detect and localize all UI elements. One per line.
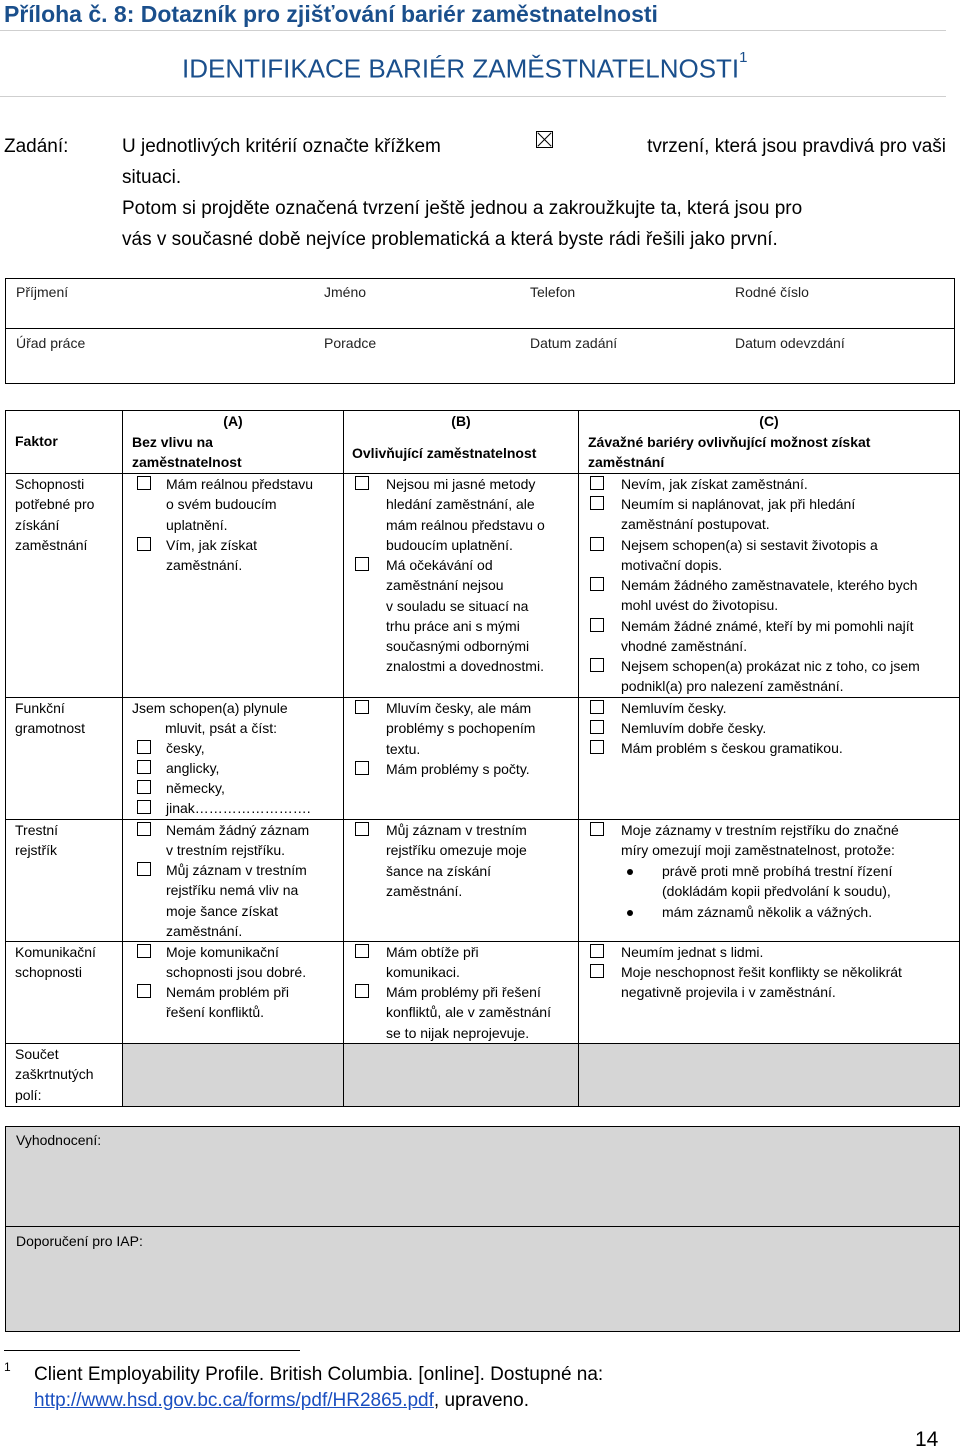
checkbox-item[interactable]: Nemám žádný záznam v trestním rejstříku. [137, 820, 337, 861]
col-b-title: Ovlivňující zaměstnatelnost [352, 445, 537, 461]
checkbox-icon[interactable] [590, 537, 604, 551]
recommendation-label: Doporučení pro IAP: [16, 1233, 143, 1249]
checkbox-item[interactable]: Mám problémy při řešení konfliktů, ale v zaměstnání se to nijak neprojevuje. [355, 982, 575, 1043]
checkbox-item[interactable]: Mám obtíže při komunikaci. [355, 942, 575, 983]
checkbox-icon[interactable] [137, 862, 151, 876]
checkbox-item[interactable]: Můj záznam v trestním rejstříku omezuje moje šance na získání zaměstnání. [355, 820, 575, 901]
page-number: 14 [915, 1428, 939, 1451]
assignment-date-field[interactable]: Datum zadání [530, 335, 618, 351]
col-a-letter: (A) [223, 413, 243, 429]
checkbox-icon[interactable] [590, 476, 604, 490]
checkbox-item[interactable]: Má očekávání od zaměstnání nejsou v souladu se situací na trhu práce ani s mými současnými odbornými znalostmi a dovednostmi. [355, 555, 575, 677]
footnote-divider [4, 1350, 300, 1351]
checkbox-item[interactable]: Nemluvím dobře česky. [590, 718, 955, 738]
checkbox-item[interactable]: Neumím si naplánovat, jak při hledání zaměstnání postupovat. [590, 494, 955, 535]
checkbox-item[interactable]: anglicky, [137, 758, 337, 778]
checkbox-icon[interactable] [590, 700, 604, 714]
identification-box [5, 278, 955, 384]
divider [0, 30, 946, 31]
factor-criminal-record: Trestní rejstřík [15, 822, 59, 859]
task-label: Zadání: [4, 136, 69, 157]
advisor-field[interactable]: Poradce [324, 335, 377, 351]
factor-communication: Komunikační schopnosti [15, 944, 96, 981]
checkbox-icon[interactable] [355, 700, 369, 714]
checkbox-icon[interactable] [137, 476, 151, 490]
checkbox-item[interactable]: Neumím jednat s lidmi. [590, 942, 955, 962]
checkbox-icon[interactable] [590, 618, 604, 632]
factor-header: Faktor [15, 433, 58, 449]
checkbox-item[interactable]: Moje komunikační schopnosti jsou dobré. [137, 942, 337, 983]
labour-office-field[interactable]: Úřad práce [16, 335, 86, 351]
sum-c-cell[interactable] [578, 1043, 960, 1107]
checkbox-item[interactable]: Vím, jak získat zaměstnání. [137, 535, 337, 576]
factor-skills: Schopnosti potřebné pro získání zaměstnání [15, 476, 95, 553]
recommendation-box[interactable] [5, 1226, 960, 1332]
page-title: Příloha č. 8: Dotazník pro zjišťování bariér zaměstnatelnosti [4, 1, 658, 27]
checkbox-item[interactable]: německy, [137, 778, 337, 798]
checkbox-icon[interactable] [590, 964, 604, 978]
checkbox-icon[interactable] [355, 984, 369, 998]
submission-date-field[interactable]: Datum odevzdání [735, 335, 845, 351]
bullet-icon [627, 869, 633, 875]
divider [0, 96, 946, 97]
checkbox-item[interactable]: Nemluvím česky. [590, 698, 955, 718]
bullet-item: mám záznamů několik a vážných. [662, 904, 873, 920]
checkbox-icon[interactable] [137, 740, 151, 754]
checkbox-icon[interactable] [590, 944, 604, 958]
footnote: $^1$ Client Employability Profile. British Columbia. [online]. Dostupné na: http://www.hsd.gov.bc.ca/forms/pdf/HR2865.pdf, upraveno. [4, 1360, 604, 1411]
checkbox-icon[interactable] [590, 577, 604, 591]
section-heading: IDENTIFIKACE BARIÉR ZAMĚSTNATELNOSTI$^1$ [182, 49, 748, 84]
surname-field[interactable]: Příjmení [16, 284, 69, 300]
checkbox-item[interactable]: Moje záznamy v trestním rejstříku do značné míry omezují moji zaměstnatelnost, protože: [590, 820, 955, 861]
checkbox-icon[interactable] [590, 740, 604, 754]
name-field[interactable]: Jméno [324, 284, 367, 300]
checkbox-item[interactable]: Moje neschopnost řešit konflikty se několikrát negativně projevila i v zaměstnání. [590, 962, 955, 1003]
checkbox-icon[interactable] [590, 720, 604, 734]
barrier-table [5, 410, 960, 1107]
col-b-letter: (B) [451, 413, 471, 429]
factor-literacy: Funkční gramotnost [15, 700, 86, 737]
checkbox-item[interactable]: Mám problémy s počty. [355, 759, 575, 779]
checkbox-item[interactable]: Můj záznam v trestním rejstříku nemá vliv na moje šance získat zaměstnání. [137, 860, 337, 941]
checkbox-icon[interactable] [137, 944, 151, 958]
factor-sum: Součet zaškrtnutých polí: [15, 1046, 94, 1103]
col-c-letter: (C) [759, 413, 779, 429]
checkbox-item[interactable]: Nejsou mi jasné metody hledání zaměstnání, ale mám reálnou představu o budoucím uplatnění. [355, 474, 575, 555]
checked-box-icon [536, 131, 553, 148]
checkbox-icon[interactable] [355, 476, 369, 490]
checkbox-icon[interactable] [137, 822, 151, 836]
task-instructions: U jednotlivých kritérií označte křížkem tvrzení, která jsou pravdivá pro vaši situaci. Potom si projděte označená tvrzení ještě jednou a zakroužkujte ta, která jsou pro vás v současné době nejvíce problematická a která byste rádi řešili jako první. [122, 131, 946, 255]
checkbox-icon[interactable] [137, 537, 151, 551]
checkbox-icon[interactable] [137, 800, 151, 814]
checkbox-item[interactable]: Mluvím česky, ale mám problémy s pochopením textu. [355, 698, 575, 759]
checkbox-icon[interactable] [590, 658, 604, 672]
bullet-item: právě proti mně probíhá trestní řízení (dokládám kopii předvolání k soudu), [662, 863, 893, 900]
divider [6, 328, 954, 329]
col-c-title: Závažné bariéry ovlivňující možnost získat zaměstnání [588, 434, 871, 471]
checkbox-icon[interactable] [355, 822, 369, 836]
checkbox-icon[interactable] [590, 822, 604, 836]
evaluation-label: Vyhodnocení: [16, 1132, 102, 1148]
checkbox-item[interactable]: Nejsem schopen(a) si sestavit životopis a motivační dopis. [590, 535, 955, 576]
sum-a-cell[interactable] [122, 1043, 344, 1107]
checkbox-item[interactable]: Nejsem schopen(a) prokázat nic z toho, co jsem podnikl(a) pro nalezení zaměstnání. [590, 656, 955, 697]
checkbox-item[interactable]: Mám problém s českou gramatikou. [590, 738, 955, 758]
checkbox-icon[interactable] [355, 761, 369, 775]
birth-number-field[interactable]: Rodné číslo [735, 284, 809, 300]
checkbox-item[interactable]: Nemám žádného zaměstnavatele, kterého bych mohl uvést do životopisu. [590, 575, 955, 616]
checkbox-icon[interactable] [355, 944, 369, 958]
checkbox-icon[interactable] [137, 984, 151, 998]
sum-b-cell[interactable] [343, 1043, 579, 1107]
checkbox-item[interactable]: Mám reálnou představu o svém budoucím uplatnění. [137, 474, 337, 535]
col-a-title: Bez vlivu na zaměstnatelnost [132, 434, 242, 471]
evaluation-box[interactable] [5, 1126, 960, 1227]
checkbox-item[interactable]: Nemám žádné známé, kteří by mi pomohli najít vhodné zaměstnání. [590, 616, 955, 657]
checkbox-item[interactable]: jinak……………………. [137, 798, 337, 818]
phone-field[interactable]: Telefon [530, 284, 576, 300]
checkbox-icon[interactable] [137, 760, 151, 774]
checkbox-icon[interactable] [137, 780, 151, 794]
checkbox-item[interactable]: česky, [137, 738, 337, 758]
checkbox-item[interactable]: Nemám problém při řešení konfliktů. [137, 982, 337, 1023]
checkbox-icon[interactable] [355, 557, 369, 571]
footnote-link[interactable]: http://www.hsd.gov.bc.ca/forms/pdf/HR2865.pdf [34, 1390, 434, 1411]
checkbox-item[interactable]: Nevím, jak získat zaměstnání. [590, 474, 955, 494]
checkbox-icon[interactable] [590, 496, 604, 510]
bullet-icon [627, 910, 633, 916]
literacy-intro: Jsem schopen(a) plynule mluvit, psát a číst: [132, 700, 288, 737]
